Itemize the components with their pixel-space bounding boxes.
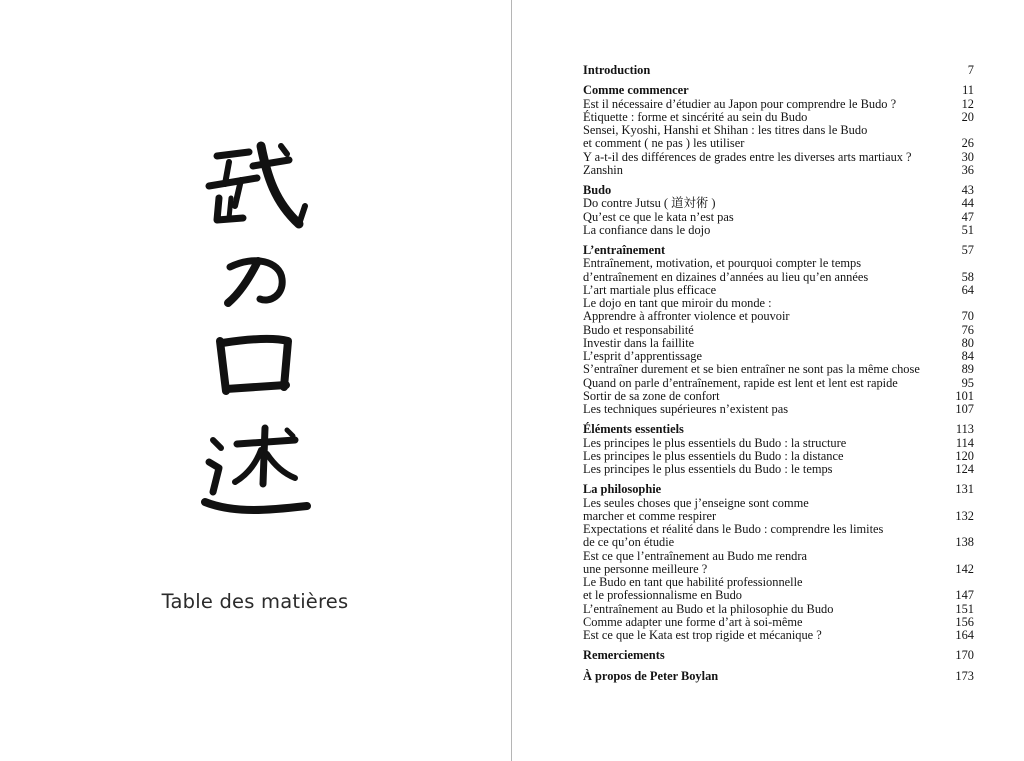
toc-section: [583, 184, 974, 237]
toc-page-number: 44: [961, 196, 974, 211]
toc-page-number: 11: [962, 83, 974, 98]
toc-entry: [583, 497, 974, 510]
toc-entry: [583, 337, 974, 350]
calligraphy-character-jutsu-icon: [195, 422, 315, 520]
toc-entry-title: L’entraînement au Budo et la philosophie du Budo: [583, 601, 834, 616]
toc-entry: [583, 576, 974, 589]
toc-page-number: 138: [955, 535, 974, 550]
toc-entry: [583, 550, 974, 563]
toc-section: [583, 649, 974, 662]
toc-section-heading: [583, 670, 974, 683]
toc-entry: [583, 377, 974, 390]
toc-entry-title: Budo et responsabilité: [583, 322, 694, 337]
toc-page-number: 57: [961, 243, 974, 257]
toc-page-number: 20: [961, 109, 974, 124]
toc-entry: [583, 164, 974, 177]
toc-entry: [583, 390, 974, 403]
toc-entry: [583, 437, 974, 450]
toc-entry: [583, 450, 974, 463]
toc-page-number: 107: [955, 402, 974, 416]
toc-entry-title: Est il nécessaire d’étudier au Japon pour comprendre le Budo ?: [583, 96, 897, 111]
calligraphy-character-kuchi-icon: [200, 327, 310, 407]
toc-page-number: 124: [955, 462, 974, 476]
toc-entry-title: Entraînement, motivation, et pourquoi compter le temps: [583, 256, 862, 271]
toc-page-number: 131: [955, 482, 974, 497]
toc-entry-title: marcher et comme respirer: [583, 508, 717, 523]
toc-page-number: 47: [961, 209, 974, 224]
toc-section-title: La philosophie: [583, 482, 662, 497]
toc-entry-title: Les principes le plus essentiels du Budo : la structure: [583, 435, 847, 450]
toc-section-heading: [583, 649, 974, 662]
toc-entry-title: S’entraîner durement et se bien entraîner ne sont pas la même chose: [583, 362, 920, 377]
toc-entry-title: une personne meilleure ?: [583, 561, 708, 576]
toc-page-number: 70: [961, 309, 974, 324]
toc-entry-title: L’esprit d’apprentissage: [583, 349, 702, 363]
toc-page-number: 132: [955, 508, 974, 523]
toc-entry-title: Comme adapter une forme d’art à soi-même: [583, 614, 803, 629]
toc-entry: [583, 403, 974, 416]
toc-entry: [583, 98, 974, 111]
table-of-contents: [583, 64, 974, 690]
toc-section-heading: [583, 84, 974, 97]
toc-entry: [583, 350, 974, 363]
calligraphy-title: [185, 140, 325, 520]
toc-entry-title: Le Budo en tant que habilité professionnelle: [583, 575, 803, 589]
toc-page-number: 7: [967, 63, 974, 77]
toc-page-number: 84: [961, 349, 974, 363]
toc-section-title: L’entraînement: [583, 243, 666, 257]
toc-entry-title: Expectations et réalité dans le Budo : comprendre les limites: [583, 522, 884, 536]
toc-section-title: Comme commencer: [583, 83, 689, 98]
toc-page-number: 101: [955, 388, 974, 403]
toc-entry-title: Zanshin: [583, 162, 623, 177]
toc-entry-title: Est ce que le Kata est trop rigide et mécanique ?: [583, 628, 822, 642]
toc-section: [583, 483, 974, 642]
toc-page-number: 30: [961, 149, 974, 164]
toc-page-number: 43: [961, 183, 974, 197]
toc-entry: [583, 563, 974, 576]
toc-entry-title: de ce qu’on étudie: [583, 535, 675, 550]
toc-page-number: 80: [961, 335, 974, 350]
toc-entry-title: Do contre Jutsu ( 道対術 ): [583, 196, 716, 211]
toc-entry: [583, 463, 974, 476]
toc-entry: [583, 310, 974, 323]
toc-entry: [583, 224, 974, 237]
toc-entry-title: Qu’est ce que le kata n’est pas: [583, 209, 734, 224]
toc-section-heading: [583, 423, 974, 436]
toc-page-number: 58: [961, 269, 974, 284]
toc-page-number: 89: [961, 362, 974, 377]
calligraphy-character-no-icon: [210, 247, 300, 313]
toc-section-title: À propos de Peter Boylan: [583, 668, 719, 683]
toc-entry-title: L’art martiale plus efficace: [583, 282, 717, 297]
toc-entry-title: Les principes le plus essentiels du Budo : le temps: [583, 462, 833, 476]
toc-entry-title: d’entraînement en dizaines d’années au lieu qu’en années: [583, 269, 869, 284]
toc-page-number: 156: [955, 614, 974, 629]
toc-page-number: 147: [955, 588, 974, 603]
toc-entry-title: Les seules choses que j’enseigne sont comme: [583, 495, 809, 510]
toc-section-title: Remerciements: [583, 648, 665, 663]
toc-entry: [583, 510, 974, 523]
toc-entry: [583, 536, 974, 549]
toc-entry-title: Étiquette : forme et sincérité au sein du Budo: [583, 109, 808, 124]
toc-entry: [583, 523, 974, 536]
toc-entry: [583, 124, 974, 137]
toc-entry: [583, 211, 974, 224]
toc-section-heading: [583, 244, 974, 257]
toc-entry: [583, 589, 974, 602]
toc-page-number: 120: [955, 448, 974, 463]
left-page: [0, 0, 510, 761]
toc-entry: [583, 324, 974, 337]
toc-page-number: 51: [961, 222, 974, 237]
toc-entry: [583, 297, 974, 310]
toc-entry-title: Sortir de sa zone de confort: [583, 388, 720, 403]
toc-page-number: 64: [961, 282, 974, 297]
toc-page-number: 12: [961, 96, 974, 111]
toc-section: [583, 84, 974, 177]
calligraphy-character-bu-icon: [195, 140, 315, 232]
toc-entry: [583, 151, 974, 164]
toc-entry-title: Est ce que l’entraînement au Budo me rendra: [583, 548, 807, 563]
toc-entry: [583, 284, 974, 297]
toc-page-number: 164: [955, 628, 974, 642]
toc-entry-title: Le dojo en tant que miroir du monde :: [583, 296, 772, 310]
toc-entry-title: et comment ( ne pas ) les utiliser: [583, 136, 745, 151]
toc-entry: [583, 363, 974, 376]
toc-entry-title: Investir dans la faillite: [583, 335, 695, 350]
toc-page-number: 113: [955, 422, 974, 437]
toc-entry-title: Sensei, Kyoshi, Hanshi et Shihan : les titres dans le Budo: [583, 123, 868, 137]
toc-section-title: Budo: [583, 183, 612, 197]
toc-section: [583, 244, 974, 416]
toc-section: [583, 670, 974, 683]
toc-entry-title: Apprendre à affronter violence et pouvoir: [583, 309, 790, 324]
toc-page-number: 142: [955, 561, 974, 576]
toc-entry: [583, 603, 974, 616]
toc-entry-title: Les techniques supérieures n’existent pas: [583, 402, 789, 416]
toc-section-title: Éléments essentiels: [583, 422, 684, 437]
toc-entry: [583, 616, 974, 629]
toc-section: [583, 423, 974, 476]
toc-page-number: 114: [955, 435, 974, 450]
toc-entry: [583, 137, 974, 150]
toc-entry-title: et le professionnalisme en Budo: [583, 588, 742, 603]
toc-entry: [583, 629, 974, 642]
toc-entry-title: Y a-t-il des différences de grades entre les diverses arts martiaux ?: [583, 149, 912, 164]
toc-entry-title: La confiance dans le dojo: [583, 222, 711, 237]
right-page: [512, 0, 1024, 761]
toc-section: [583, 64, 974, 77]
toc-page-number: 26: [961, 136, 974, 151]
toc-page-number: 173: [955, 668, 974, 683]
toc-entry-title: Les principes le plus essentiels du Budo : la distance: [583, 448, 844, 463]
toc-section-heading: [583, 483, 974, 496]
toc-page-number: 36: [961, 162, 974, 177]
toc-section-heading: [583, 184, 974, 197]
toc-section-heading: [583, 64, 974, 77]
toc-page-number: 151: [955, 601, 974, 616]
toc-section-title: Introduction: [583, 63, 651, 77]
page-title: Table des matières: [161, 590, 349, 613]
toc-entry-title: Quand on parle d’entraînement, rapide est lent et lent est rapide: [583, 375, 898, 390]
toc-entry: [583, 257, 974, 270]
toc-page-number: 95: [961, 375, 974, 390]
toc-page-number: 170: [955, 648, 974, 663]
toc-entry: [583, 111, 974, 124]
toc-page-number: 76: [961, 322, 974, 337]
toc-entry: [583, 197, 974, 210]
toc-entry: [583, 271, 974, 284]
